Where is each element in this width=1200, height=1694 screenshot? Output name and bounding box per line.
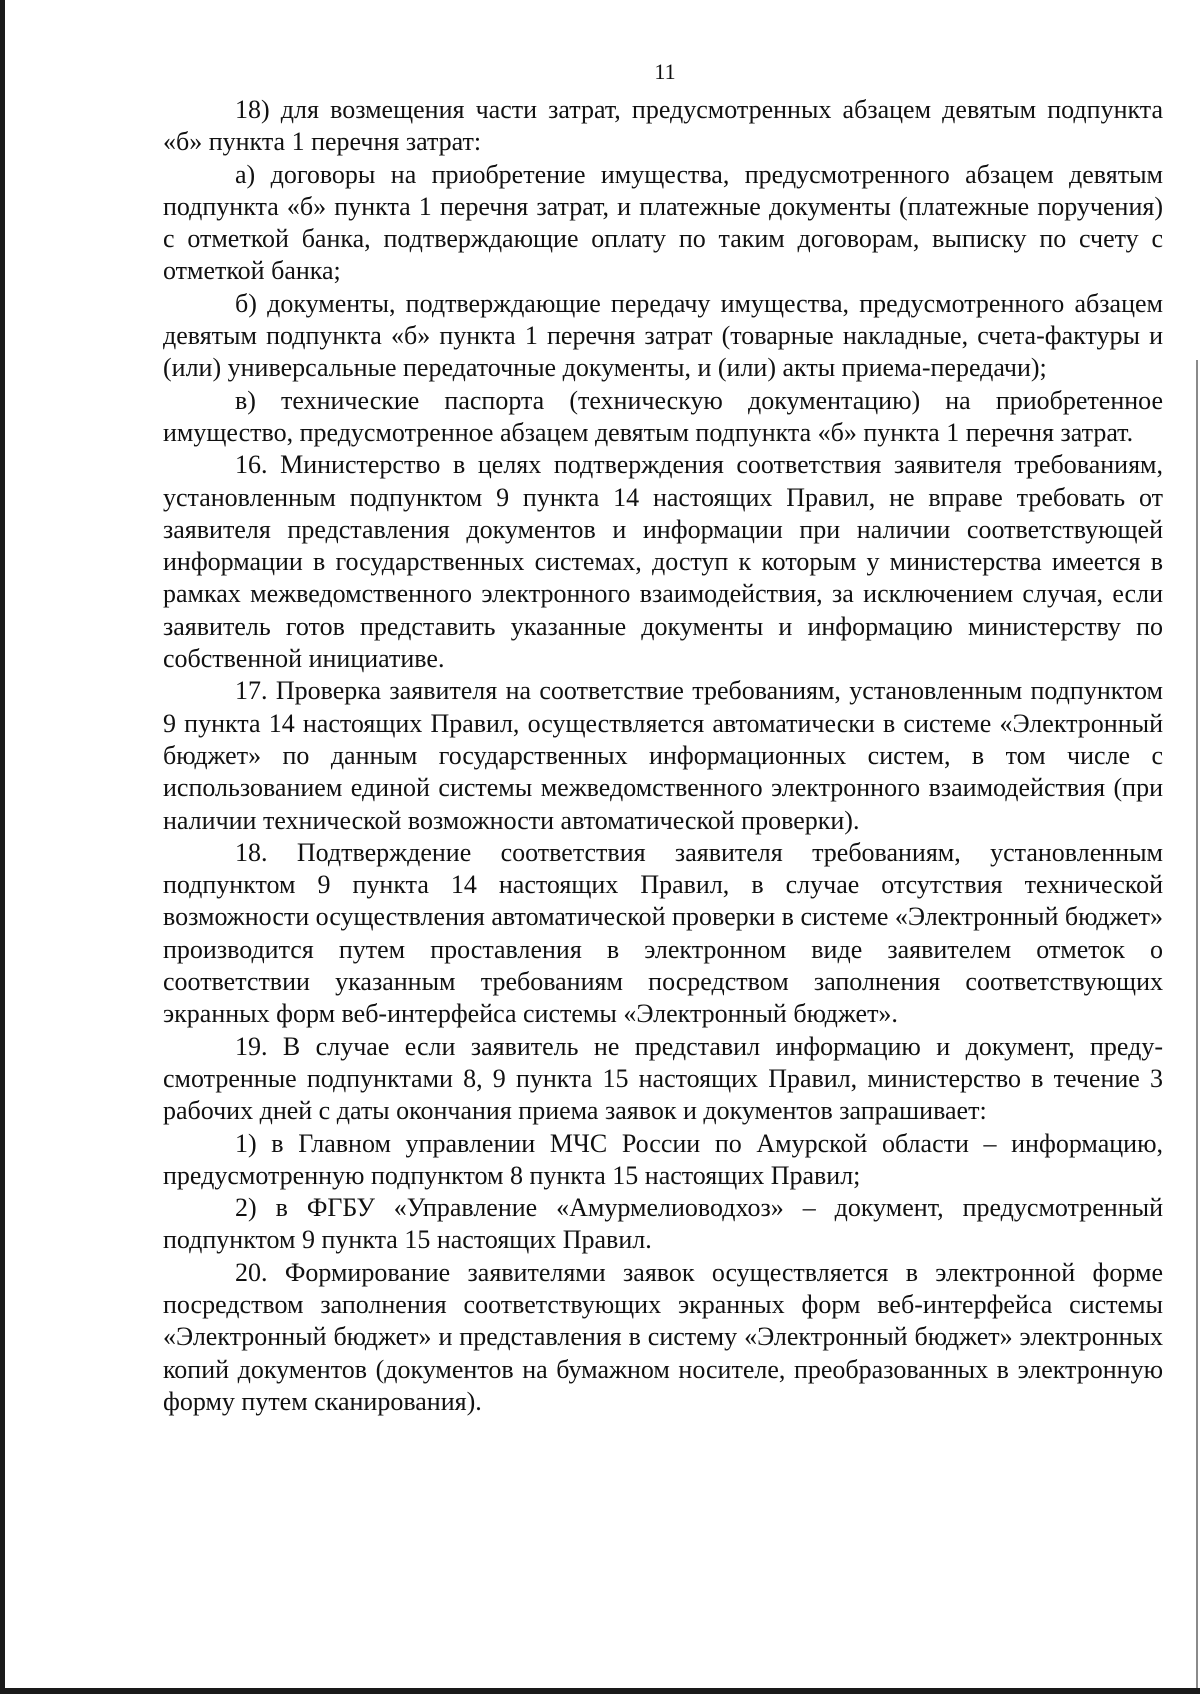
scan-border-right bbox=[1196, 360, 1198, 1694]
paragraph-clause-16: 16. Министерство в целях подтверждения соответствия заявителя требованиям, установленным подпунктом 9 пункта 14 настоящих Правил, не вправе требовать от заявителя представления документов и информации при наличии соответствующей информации в государственных системах, доступ к которым у министерства имеется в рамках межведомственного электронного взаимодействия, за исключением случая, если заявитель готов представить указанные документы и информацию министерству по собственной инициативе. bbox=[163, 450, 1163, 674]
scan-border-bottom bbox=[0, 1688, 1200, 1694]
paragraph-clause-18: 18. Подтверждение соответствия заявителя требованиям, установленным подпунктом 9 пункта 14 настоящих Правил, в случае отсутствия технической возможности осуществления автоматической проверки в системе «Электронный бюджет» производится путем проставления в электронном виде заявителем отметок о соответствии указанным требованиям посредством заполнения соответствующих экранных форм веб-интерфейса системы «Электронный бюджет». bbox=[163, 837, 1163, 1029]
document-body bbox=[163, 94, 1163, 1418]
paragraph-clause-19-item-1: 1) в Главном управлении МЧС России по Амурской области – информацию, предусмотренную подпунктом 8 пункта 15 настоящих Правил; bbox=[163, 1128, 1163, 1190]
paragraph-clause-20: 20. Формирование заявителями заявок осуществляется в электронной форме посредством заполнения соответствующих экранных форм веб-интерфейса системы «Электронный бюджет» и представления в систему «Электронный бюджет» электронных копий документов (документов на бумажном носителе, преобразованных в электронную форму путем сканирования). bbox=[163, 1257, 1163, 1416]
page-number: 11 bbox=[654, 59, 676, 84]
paragraph-clause-19-item-2: 2) в ФГБУ «Управление «Амурмелиоводхоз» – документ, предусмотренный подпунктом 9 пункта 15 настоящих Правил. bbox=[163, 1193, 1163, 1255]
paragraph-subitem-v: в) технические паспорта (техническую документацию) на приобретенное имущество, предусмотренное абзацем девятым подпункта «б» пункта 1 перечня затрат. bbox=[163, 385, 1163, 447]
paragraph-item-18: 18) для возмещения части затрат, предусмотренных абзацем девятым подпункта «б» пункта 1 перечня затрат: bbox=[163, 95, 1163, 157]
paragraph-subitem-a: а) договоры на приобретение имущества, предусмотренного абзацем девятым подпункта «б» пункта 1 перечня затрат, и платежные документы (платежные поручения) с отметкой банка, подтверждающие оплату по таким договорам, выписку по счету с отметкой банка; bbox=[163, 159, 1163, 286]
scan-border-left bbox=[0, 0, 5, 1694]
paragraph-clause-17: 17. Проверка заявителя на соответствие требованиям, установленным подпунктом 9 пункта 14 настоящих Правил, осуществляется автоматически в системе «Электронный бюджет» по данным государственных информационных систем, в том числе с использованием единой системы межведомственного электронного взаимодействия (при наличии технической возможности автоматической проверки). bbox=[163, 676, 1163, 835]
paragraph-subitem-b: б) документы, подтверждающие передачу имущества, предусмотренного абзацем девятым подпункта «б» пункта 1 перечня затрат (товарные накладные, счета-фактуры и (или) универсальные передаточные документы, и (или) акты приема-передачи); bbox=[163, 288, 1163, 383]
paragraph-clause-19: 19. В случае если заявитель не представил информацию и документ, предусмотренные подпунктами 8, 9 пункта 15 настоящих Правил, министерство в течение 3 рабочих дней с даты окончания приема заявок и документов запрашивает: bbox=[163, 1031, 1163, 1126]
